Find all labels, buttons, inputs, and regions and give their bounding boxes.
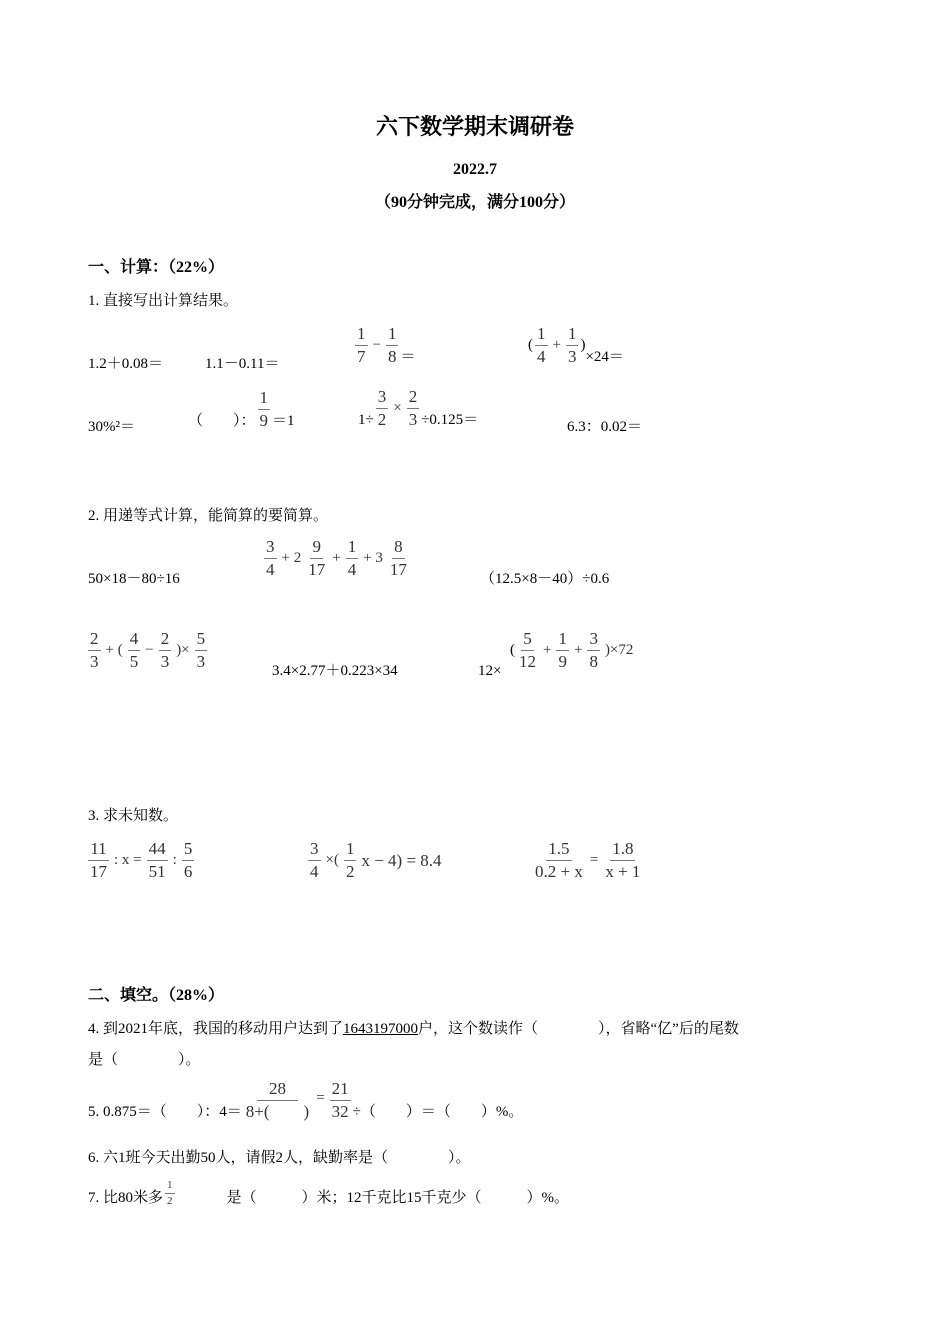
- fraction: $\frac{44}{51}$: [148, 839, 166, 881]
- fraction: $\frac{1}{2}$: [345, 839, 355, 881]
- fraction: $\frac{1}{7}$: [357, 324, 366, 366]
- q2-expr-3: （12.5×8－40）÷0.6: [480, 571, 610, 587]
- fraction: $\frac{4}{5}$: [129, 629, 139, 671]
- fraction: $\frac{1}{9}$: [259, 388, 269, 430]
- q4-line1: 4. 到2021年底，我国的移动用户达到了1643197000户，这个数读作（ ），省略“亿”后的尾数: [88, 1021, 739, 1037]
- user-count: 1643197000: [343, 1021, 419, 1037]
- fraction: $\frac{3}{8}$: [589, 629, 598, 671]
- q3-expr-2: $\frac{3}{4}$ ×( $\frac{1}{2}$ x − 4) = 8.4: [310, 839, 442, 881]
- q2-expr-4: $\frac{2}{3}$ + ( $\frac{4}{5}$ − $\frac{2}{3}$ )× $\frac{5}{3}$: [90, 629, 206, 671]
- fraction: $\frac{1}{4}$: [537, 324, 546, 366]
- q3-expr-3: $\frac{1.5}{0.2 + x}$ = $\frac{1.8}{x + 1}$: [535, 839, 641, 881]
- fraction: $\frac{3}{2}$: [377, 387, 387, 429]
- fraction: $\frac{5}{12}$: [519, 629, 536, 671]
- q1-expr-1: 1.2＋0.08＝: [88, 356, 164, 372]
- q1-expr-8: 6.3：0.02＝: [567, 419, 643, 435]
- q5: 5. 0.875＝（ ）：4＝ $\frac{28}{8+( )}$ = $\frac{21}{32}$ ÷（ ）＝（ ）%。: [88, 1079, 524, 1121]
- fraction: $\frac{3}{4}$: [266, 537, 275, 579]
- fraction: $\frac{21}{32}$: [331, 1079, 349, 1121]
- q1-expr-2: 1.1－0.11＝: [205, 356, 280, 372]
- q1-expr-3: $\frac{1}{7}$ − $\frac{1}{8}$ ＝: [357, 324, 416, 366]
- fraction: $\frac{11}{17}$: [90, 839, 107, 881]
- fraction: $\frac{1}{4}$: [347, 537, 357, 579]
- fraction: $\frac{28}{8+( )}$: [245, 1079, 310, 1121]
- fraction: $\frac{1}{8}$: [387, 324, 397, 366]
- q3-label: 3. 求未知数。: [88, 808, 179, 824]
- section2-heading: 二、填空。（28%）: [88, 987, 225, 1004]
- exam-date: 2022.7: [453, 161, 497, 178]
- fraction: $\frac{1}{3}$: [567, 324, 577, 366]
- page-title: 六下数学期末调研卷: [375, 114, 574, 139]
- fraction: $\frac{2}{3}$: [408, 387, 418, 429]
- q2-expr-1: 50×18－80÷16: [88, 571, 180, 587]
- q7: 7. 比80米多 $\frac{1}{2}$ 是（ ）米；12千克比15千克少（ ）%。: [88, 1179, 570, 1207]
- fraction: $\frac{1.5}{0.2 + x}$: [535, 839, 583, 881]
- q1-expr-7: 1÷ $\frac{3}{2}$ × $\frac{2}{3}$ ÷0.125＝: [358, 387, 479, 429]
- q3-expr-1: $\frac{11}{17}$ : x = $\frac{44}{51}$ : $\frac{5}{6}$: [90, 839, 193, 881]
- q2-expr-6-head: 12×: [478, 663, 502, 679]
- fraction: $\frac{5}{6}$: [183, 839, 193, 881]
- q4-line2: 是（ ）。: [88, 1052, 201, 1068]
- q2-expr-5: 3.4×2.77＋0.223×34: [272, 663, 398, 679]
- fraction: $\frac{8}{17}$: [389, 537, 407, 579]
- fraction: $\frac{1}{9}$: [558, 629, 567, 671]
- q1-label: 1. 直接写出计算结果。: [88, 293, 239, 309]
- fraction: $\frac{1}{2}$: [167, 1179, 173, 1207]
- q2-label: 2. 用递等式计算，能简算的要简算。: [88, 508, 329, 524]
- fraction: $\frac{3}{4}$: [310, 839, 319, 881]
- q1-expr-4: ( $\frac{1}{4}$ + $\frac{1}{3}$ ) ×24＝: [528, 324, 624, 366]
- q1-expr-6: （ ）： $\frac{1}{9}$ ＝1: [188, 388, 295, 430]
- fraction: $\frac{2}{3}$: [90, 629, 99, 671]
- fraction: $\frac{9}{17}$: [308, 537, 326, 579]
- fraction: $\frac{5}{3}$: [196, 629, 206, 671]
- section1-heading: 一、计算：（22%）: [88, 259, 225, 276]
- fraction: $\frac{2}{3}$: [160, 629, 170, 671]
- q2-expr-2: $\frac{3}{4}$ + 2 $\frac{9}{17}$ + $\frac{1}{4}$ + 3 $\frac{8}{17}$: [266, 537, 407, 579]
- q6: 6. 六1班今天出勤50人，请假2人，缺勤率是（ ）。: [88, 1150, 471, 1166]
- fraction: $\frac{1.8}{x + 1}$: [605, 839, 641, 881]
- q2-expr-6: ( $\frac{5}{12}$ + $\frac{1}{9}$ + $\frac{3}{8}$ )×72: [510, 629, 634, 671]
- q1-expr-5: 30%²＝: [88, 419, 135, 435]
- exam-subtitle: （90分钟完成，满分100分）: [374, 194, 575, 211]
